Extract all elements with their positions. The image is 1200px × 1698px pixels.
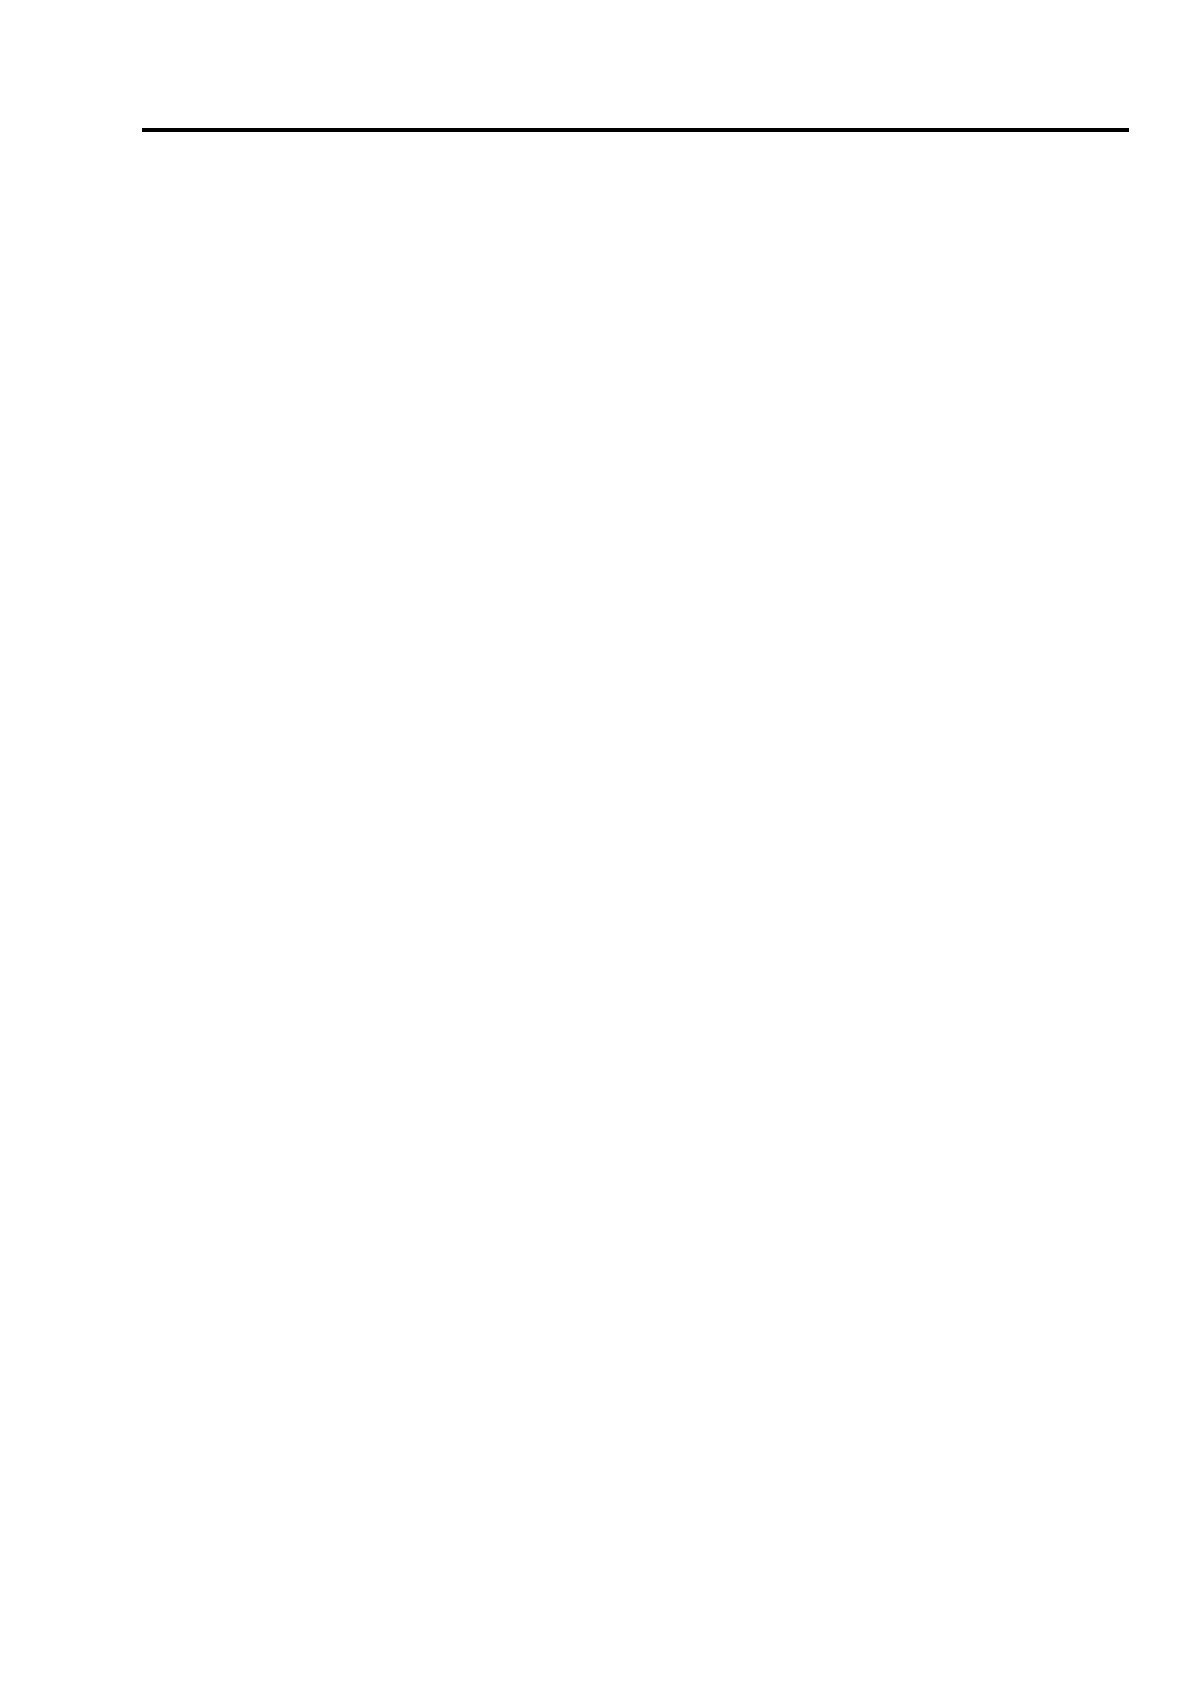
table-row: [143, 131, 1129, 132]
cell-amount-total: [807, 131, 968, 132]
cell-expense-type: [749, 131, 807, 132]
cell-subsection: [531, 131, 588, 132]
cell-ministry-code: [415, 131, 473, 132]
budget-table: [142, 128, 1129, 132]
cell-target-article: [588, 131, 749, 132]
cell-section: [473, 131, 531, 132]
cell-amount-federal: [968, 131, 1129, 132]
table-body: [143, 129, 1129, 132]
cell-name: [143, 131, 415, 132]
